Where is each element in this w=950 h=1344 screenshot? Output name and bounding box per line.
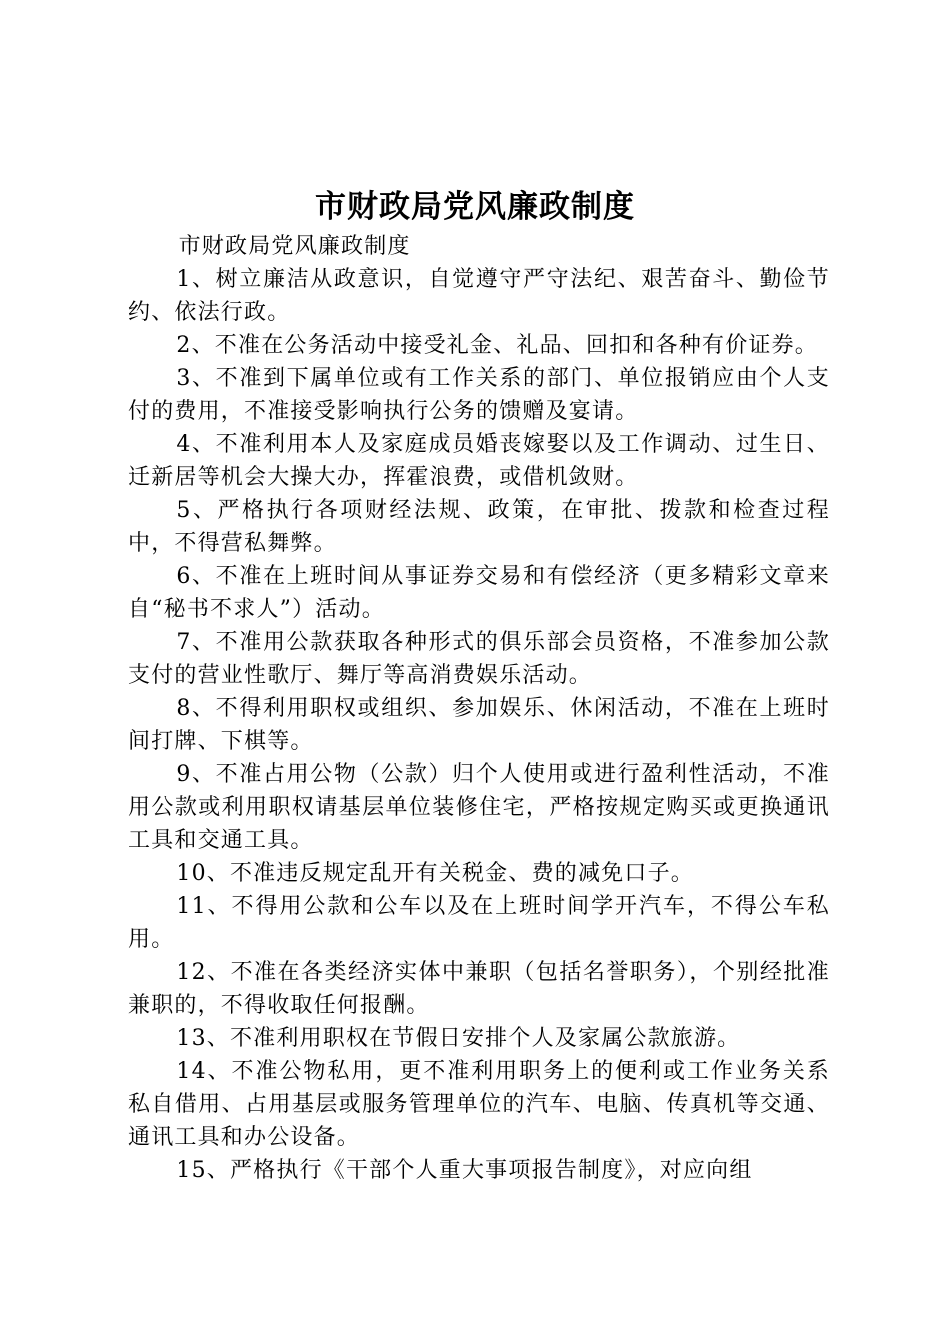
rule-paragraph-9: 9、不准占用公物（公款）归个人使用或进行盈利性活动，不准用公款或利用职权请基层单位装修住宅，严格按规定购买或更换通讯工具和交通工具。 bbox=[128, 762, 830, 853]
rule-paragraph-5: 5、严格执行各项财经法规、政策，在审批、拨款和检查过程中，不得营私舞弊。 bbox=[128, 498, 830, 556]
rule-paragraph-14: 14、不准公物私用，更不准利用职务上的便利或工作业务关系私自借用、占用基层或服务管理单位的汽车、电脑、传真机等交通、通讯工具和办公设备。 bbox=[128, 1059, 830, 1150]
document-body bbox=[128, 230, 830, 1187]
rule-paragraph-12: 12、不准在各类经济实体中兼职（包括名誉职务），个别经批准兼职的，不得收取任何报酬。 bbox=[128, 960, 830, 1018]
rule-paragraph-4: 4、不准利用本人及家庭成员婚丧嫁娶以及工作调动、过生日、迁新居等机会大操大办，挥霍浪费，或借机敛财。 bbox=[128, 432, 830, 490]
rule-paragraph-15: 15、严格执行《干部个人重大事项报告制度》，对应向组 bbox=[176, 1158, 753, 1183]
rule-paragraph-13: 13、不准利用职权在节假日安排个人及家属公款旅游。 bbox=[176, 1026, 741, 1051]
rule-paragraph-7: 7、不准用公款获取各种形式的俱乐部会员资格，不准参加公款支付的营业性歌厅、舞厅等高消费娱乐活动。 bbox=[128, 630, 830, 688]
document-title: 市财政局党风廉政制度 bbox=[315, 189, 635, 225]
rule-paragraph-10: 10、不准违反规定乱开有关税金、费的减免口子。 bbox=[176, 861, 694, 886]
rule-paragraph-3: 3、不准到下属单位或有工作关系的部门、单位报销应由个人支付的费用，不准接受影响执行公务的馈赠及宴请。 bbox=[128, 366, 830, 424]
rule-paragraph-6: 6、不准在上班时间从事证券交易和有偿经济（更多精彩文章来自“秘书不求人”）活动。 bbox=[128, 564, 830, 622]
rule-paragraph-11: 11、不得用公款和公车以及在上班时间学开汽车，不得公车私用。 bbox=[128, 894, 830, 952]
rule-paragraph-2: 2、不准在公务活动中接受礼金、礼品、回扣和各种有价证券。 bbox=[176, 333, 818, 358]
document-subtitle: 市财政局党风廉政制度 bbox=[178, 234, 411, 259]
rule-paragraph-1: 1、树立廉洁从政意识，自觉遵守严守法纪、艰苦奋斗、勤俭节约、依法行政。 bbox=[128, 267, 830, 325]
rule-paragraph-8: 8、不得利用职权或组织、参加娱乐、休闲活动，不准在上班时间打牌、下棋等。 bbox=[128, 696, 830, 754]
